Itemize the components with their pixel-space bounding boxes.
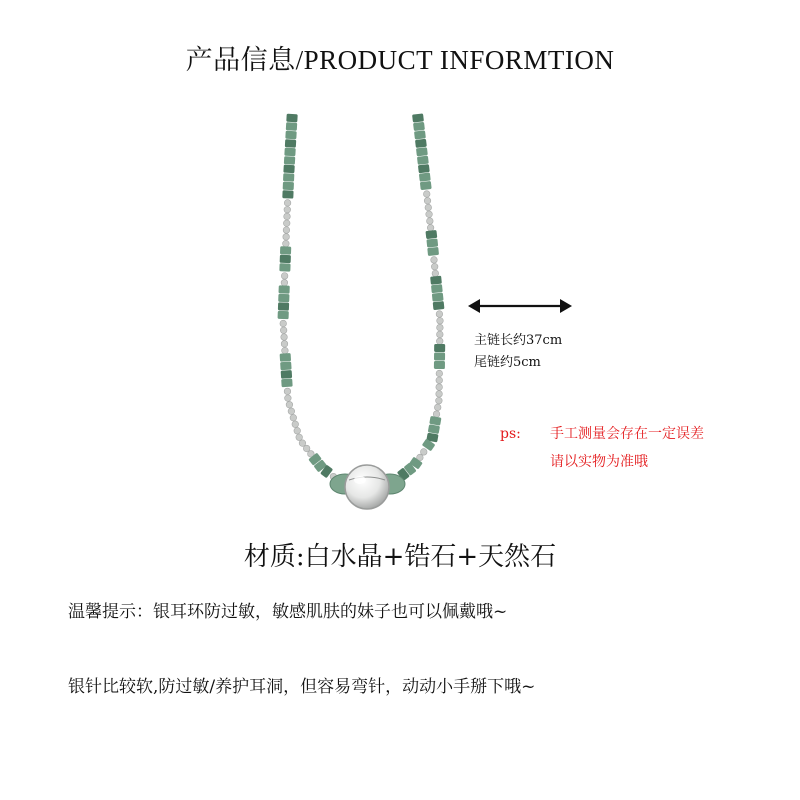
main-chain-length: 主链长约37cm: [474, 333, 563, 348]
green-stone-bead: [419, 173, 431, 182]
green-stone-bead: [278, 302, 289, 310]
material-label: 材质:白水晶+锆石+天然石: [243, 542, 557, 572]
green-stone-bead: [280, 362, 291, 371]
green-stone-bead: [434, 361, 445, 369]
green-stone-bead: [420, 181, 432, 190]
green-stone-bead: [413, 122, 425, 131]
crystal-bead: [283, 234, 290, 241]
crystal-bead: [425, 204, 432, 211]
green-stone-bead: [286, 122, 297, 131]
crystal-bead: [296, 434, 303, 441]
green-stone-bead: [284, 148, 295, 157]
green-stone-bead: [283, 182, 294, 190]
crystal-bead: [434, 404, 441, 411]
note-line-1: 手工测量会存在一定误差: [550, 426, 704, 442]
green-stone-bead: [434, 352, 445, 360]
green-stone-bead: [279, 263, 290, 271]
crystal-bead: [281, 341, 288, 348]
note-line-2: 请以实物为准哦: [550, 454, 648, 470]
green-stone-bead: [431, 284, 443, 293]
green-stone-bead: [282, 190, 293, 198]
crystal-bead: [285, 395, 292, 402]
crystal-bead: [283, 220, 290, 227]
green-stone-bead: [280, 255, 291, 263]
green-stone-bead: [428, 424, 440, 434]
crystal-bead: [281, 279, 288, 286]
crystal-bead: [290, 414, 297, 421]
crystal-bead: [284, 200, 291, 207]
green-stone-bead: [284, 156, 295, 165]
crystal-bead: [436, 391, 443, 398]
green-stone-bead: [434, 344, 445, 352]
crystal-bead: [284, 388, 291, 395]
necklace-left-strand: [278, 114, 337, 480]
green-stone-bead: [432, 293, 444, 302]
necklace-right-strand: [393, 113, 445, 482]
green-stone-bead: [412, 113, 424, 122]
crystal-bead: [437, 331, 444, 338]
green-stone-bead: [286, 114, 297, 123]
green-stone-bead: [417, 156, 429, 165]
green-stone-bead: [281, 379, 292, 388]
crystal-bead: [288, 408, 295, 415]
measurement-text: [474, 330, 562, 374]
crystal-bead: [423, 191, 430, 198]
green-stone-bead: [430, 276, 442, 285]
crystal-bead: [426, 211, 433, 218]
crystal-bead: [437, 318, 444, 325]
crystal-bead: [283, 227, 290, 234]
crystal-bead: [436, 384, 443, 391]
tip-needle: 银针比较软,防过敏/养护耳洞，但容易弯针，动动小手掰下哦~: [68, 677, 536, 697]
green-stone-bead: [414, 130, 426, 139]
green-stone-bead: [416, 147, 428, 156]
crystal-bead: [286, 401, 293, 408]
green-stone-bead: [283, 165, 294, 174]
green-stone-bead: [426, 238, 438, 247]
tail-chain-length: 尾链约5cm: [474, 355, 541, 370]
note-prefix: ps:: [500, 426, 521, 442]
crystal-bead: [433, 411, 440, 418]
crystal-bead: [282, 347, 289, 354]
crystal-bead: [292, 421, 299, 428]
crystal-bead: [280, 327, 287, 334]
crystal-bead: [427, 224, 434, 231]
green-stone-bead: [418, 164, 430, 173]
crystal-bead: [424, 197, 431, 204]
crystal-bead: [294, 427, 301, 434]
green-stone-bead: [285, 139, 296, 148]
length-arrow-icon: [468, 296, 572, 316]
pendant-crystal: [330, 465, 405, 509]
green-stone-bead: [281, 370, 292, 379]
crystal-bead: [281, 334, 288, 341]
crystal-bead: [436, 377, 443, 384]
green-stone-bead: [278, 294, 289, 302]
crystal-bead: [281, 273, 288, 280]
green-stone-bead: [278, 285, 289, 293]
green-stone-bead: [278, 311, 289, 319]
green-stone-bead: [427, 247, 439, 256]
green-stone-bead: [415, 139, 427, 148]
measurement-note: [500, 420, 704, 476]
green-stone-bead: [280, 246, 291, 254]
crystal-bead: [436, 311, 443, 318]
tip-allergy: 温馨提示：银耳环防过敏，敏感肌肤的妹子也可以佩戴哦~: [68, 602, 508, 622]
crystal-bead: [283, 240, 290, 247]
green-stone-bead: [429, 416, 441, 426]
green-stone-bead: [433, 301, 445, 310]
crystal-bead: [431, 257, 438, 264]
green-stone-bead: [283, 173, 294, 181]
page-title: 产品信息/PRODUCT INFORMTION: [185, 45, 615, 75]
crystal-bead: [431, 263, 438, 270]
crystal-bead: [436, 338, 443, 345]
green-stone-bead: [280, 353, 291, 362]
crystal-bead: [437, 324, 444, 331]
crystal-bead: [420, 449, 427, 456]
crystal-bead: [436, 370, 443, 377]
crystal-bead: [427, 218, 434, 225]
crystal-bead: [436, 397, 443, 404]
crystal-bead: [284, 213, 291, 220]
green-stone-bead: [285, 131, 296, 140]
green-stone-bead: [425, 230, 437, 239]
crystal-bead: [284, 206, 291, 213]
crystal-bead: [432, 270, 439, 277]
crystal-bead: [280, 320, 287, 327]
